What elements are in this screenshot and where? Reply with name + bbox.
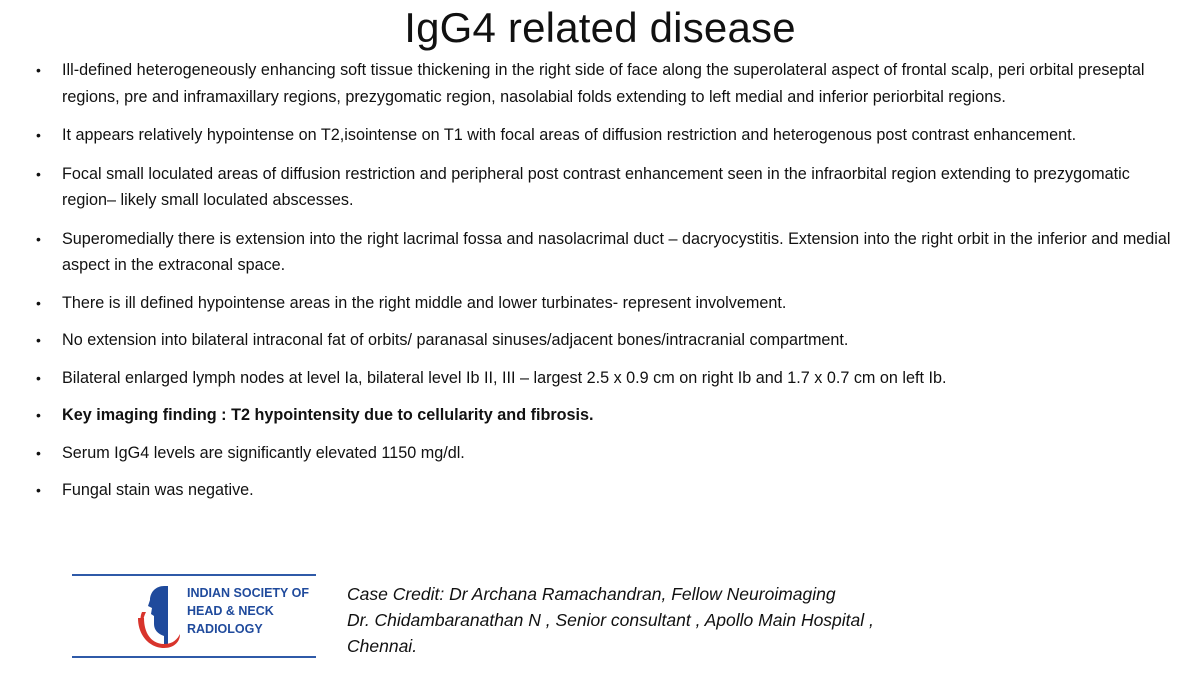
finding-item — [36, 226, 1186, 279]
logo-line-2: HEAD & NECK — [187, 604, 274, 618]
case-credit — [347, 581, 874, 659]
finding-item — [36, 290, 1186, 317]
logo-divider-bottom — [72, 656, 316, 658]
bullet-icon: • — [36, 482, 41, 498]
finding-item — [36, 440, 1186, 467]
finding-text: Superomedially there is extension into the right lacrimal fossa and nasolacrimal duct – dacryocystitis. Extension into the right orbit in the inferior and medial aspect in the extraconal space. — [62, 229, 1171, 274]
bullet-icon: • — [36, 444, 41, 461]
bullet-icon: • — [36, 294, 41, 311]
finding-item — [36, 327, 1186, 354]
key-finding-item — [36, 402, 1186, 429]
finding-item — [36, 365, 1186, 392]
logo-text — [187, 584, 309, 638]
logo-divider-top — [72, 574, 316, 576]
finding-text: No extension into bilateral intraconal fat of orbits/ paranasal sinuses/adjacent bones/intracranial compartment. — [62, 331, 849, 349]
logo-line-1: INDIAN SOCIETY OF — [187, 586, 310, 600]
credit-line-3: Chennai. — [347, 636, 418, 656]
findings-list — [36, 57, 1186, 504]
finding-text: Bilateral enlarged lymph nodes at level Ia, bilateral level Ib II, III – largest 2.5 x 0.9 cm on right Ib and 1.7 x 0.7 cm on left Ib. — [62, 368, 947, 387]
finding-text: Serum IgG4 levels are significantly elevated 1150 mg/dl. — [62, 443, 465, 462]
finding-item — [36, 122, 1186, 149]
finding-item — [36, 161, 1186, 214]
finding-item — [36, 477, 1186, 504]
finding-text: Focal small loculated areas of diffusion restriction and peripheral post contrast enhancement seen in the infraorbital region extending to prezygomatic region– likely small loculated abscesses. — [62, 164, 1130, 209]
society-logo — [72, 574, 316, 659]
bullet-icon: • — [36, 127, 41, 143]
bullet-icon: • — [36, 369, 41, 386]
head-neck-emblem-icon — [134, 582, 182, 652]
key-finding-text: Key imaging finding : T2 hypointensity due to cellularity and fibrosis. — [62, 406, 594, 424]
bullet-icon: • — [36, 407, 41, 423]
finding-item — [36, 57, 1186, 110]
credit-line-2: Dr. Chidambaranathan N , Senior consultant , Apollo Main Hospital , — [347, 610, 874, 630]
finding-text: There is ill defined hypointense areas in the right middle and lower turbinates- represent involvement. — [62, 293, 787, 312]
bullet-icon: • — [36, 62, 41, 78]
credit-line-1: Case Credit: Dr Archana Ramachandran, Fellow Neuroimaging — [347, 584, 836, 604]
finding-text: Ill-defined heterogeneously enhancing soft tissue thickening in the right side of face along the superolateral aspect of frontal scalp, peri orbital preseptal regions, pre and inframaxillary regions, prezygomatic region, nasolabial folds extending to left medial and inferior periorbital regions. — [62, 61, 1145, 106]
slide-title: IgG4 related disease — [404, 4, 796, 51]
bullet-icon: • — [36, 230, 41, 247]
bullet-icon: • — [36, 332, 41, 348]
bullet-icon: • — [36, 165, 41, 182]
logo-line-3: RADIOLOGY — [187, 622, 263, 636]
finding-text: Fungal stain was negative. — [62, 481, 254, 499]
finding-text: It appears relatively hypointense on T2,isointense on T1 with focal areas of diffusion restriction and heterogenous post contrast enhancement. — [62, 126, 1077, 144]
